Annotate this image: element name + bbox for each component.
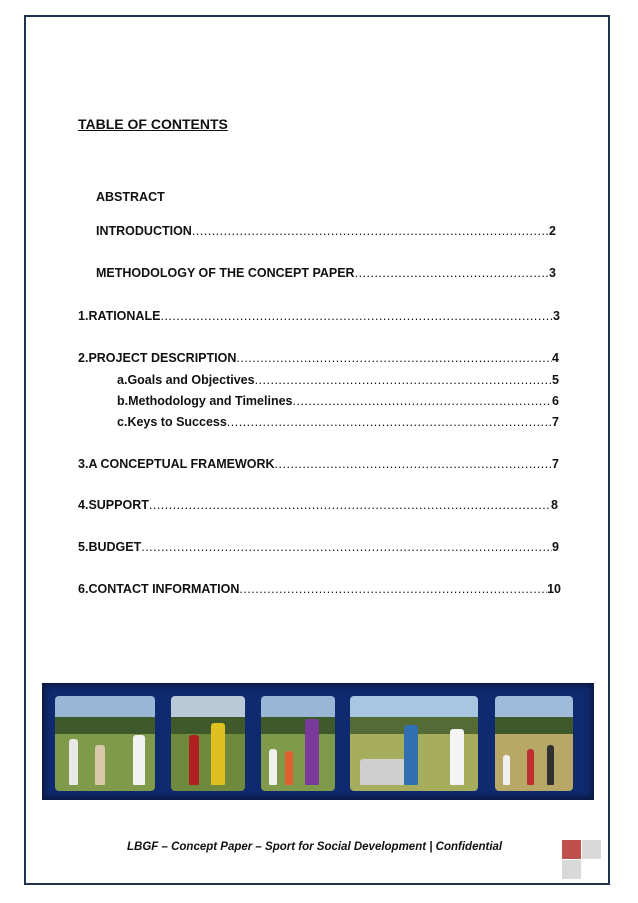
toc-entry-rationale[interactable] bbox=[78, 309, 560, 323]
toc-entry-label: SUPPORT bbox=[88, 498, 149, 512]
toc-entry-page: 3 bbox=[553, 309, 560, 323]
toc-entry-page: 6 bbox=[552, 394, 559, 408]
toc-entry-keys-to-success[interactable] bbox=[117, 415, 559, 429]
toc-entry-page: 7 bbox=[552, 457, 559, 471]
page-footer: LBGF – Concept Paper – Sport for Social Development | Confidential bbox=[127, 841, 503, 853]
toc-leader-dots bbox=[149, 498, 551, 512]
toc-entry-page: 3 bbox=[549, 266, 556, 280]
photo-collage bbox=[42, 683, 594, 800]
toc-entry-label: CONTACT INFORMATION bbox=[88, 582, 240, 596]
toc-entry-introduction[interactable] bbox=[96, 224, 556, 238]
toc-entry-label: Keys to Success bbox=[127, 415, 227, 429]
toc-entry-conceptual-framework[interactable] bbox=[78, 457, 559, 471]
toc-entry-number: c. bbox=[117, 415, 128, 429]
toc-entry-page: 2 bbox=[549, 224, 556, 238]
toc-leader-dots bbox=[236, 351, 552, 365]
toc-entry-label: Methodology and Timelines bbox=[128, 394, 293, 408]
toc-entry-label: RATIONALE bbox=[88, 309, 161, 323]
toc-entry-page: 7 bbox=[552, 415, 559, 429]
toc-entry-number: 5. bbox=[78, 540, 89, 554]
photo-golf-kids-3 bbox=[261, 696, 335, 791]
photo-golf-kids-1 bbox=[55, 696, 155, 791]
toc-entry-contact-information[interactable] bbox=[78, 582, 561, 596]
toc-leader-dots bbox=[192, 224, 549, 238]
toc-leader-dots bbox=[160, 309, 553, 323]
photo-golf-kids-5 bbox=[495, 696, 573, 791]
toc-entry-page: 10 bbox=[547, 582, 561, 596]
toc-entry-goals[interactable] bbox=[117, 373, 559, 387]
toc-entry-number: 1. bbox=[78, 309, 89, 323]
toc-entry-label: INTRODUCTION bbox=[96, 224, 192, 238]
toc-entry-page: 4 bbox=[552, 351, 559, 365]
toc-entry-number: 2. bbox=[78, 351, 89, 365]
toc-title: TABLE OF CONTENTS bbox=[78, 116, 228, 132]
toc-leader-dots bbox=[239, 582, 547, 596]
toc-entry-methodology-concept[interactable] bbox=[96, 266, 556, 280]
toc-leader-dots bbox=[141, 540, 552, 554]
toc-entry-methodology-timelines[interactable] bbox=[117, 394, 559, 408]
toc-entry-page: 9 bbox=[552, 540, 559, 554]
photo-golf-kids-4 bbox=[350, 696, 478, 791]
toc-entry-label: BUDGET bbox=[88, 540, 142, 554]
toc-entry-label: ABSTRACT bbox=[96, 190, 165, 204]
toc-entry-number: 6. bbox=[78, 582, 89, 596]
toc-entry-number: 3. bbox=[78, 457, 89, 471]
toc-entry-label: A CONCEPTUAL FRAMEWORK bbox=[88, 457, 275, 471]
toc-leader-dots bbox=[355, 266, 549, 280]
toc-entry-page: 8 bbox=[551, 498, 558, 512]
toc-entry-page: 5 bbox=[552, 373, 559, 387]
toc-entry-number: 4. bbox=[78, 498, 89, 512]
photo-golf-kids-2 bbox=[171, 696, 245, 791]
toc-entry-support[interactable] bbox=[78, 498, 558, 512]
toc-leader-dots bbox=[275, 457, 553, 471]
footer-accent-square-red bbox=[562, 840, 581, 859]
toc-leader-dots bbox=[292, 394, 552, 408]
footer-accent-square-grey-2 bbox=[562, 860, 581, 879]
toc-leader-dots bbox=[227, 415, 552, 429]
toc-entry-label: METHODOLOGY OF THE CONCEPT PAPER bbox=[96, 266, 355, 280]
toc-entry-label: Goals and Objectives bbox=[127, 373, 255, 387]
toc-entry-abstract[interactable] bbox=[96, 190, 165, 204]
toc-entry-label: PROJECT DESCRIPTION bbox=[88, 351, 237, 365]
toc-leader-dots bbox=[255, 373, 552, 387]
toc-entry-project-description[interactable] bbox=[78, 351, 559, 365]
toc-entry-budget[interactable] bbox=[78, 540, 559, 554]
toc-entry-number: b. bbox=[117, 394, 129, 408]
footer-accent-square-grey-1 bbox=[582, 840, 601, 859]
toc-entry-number: a. bbox=[117, 373, 128, 387]
